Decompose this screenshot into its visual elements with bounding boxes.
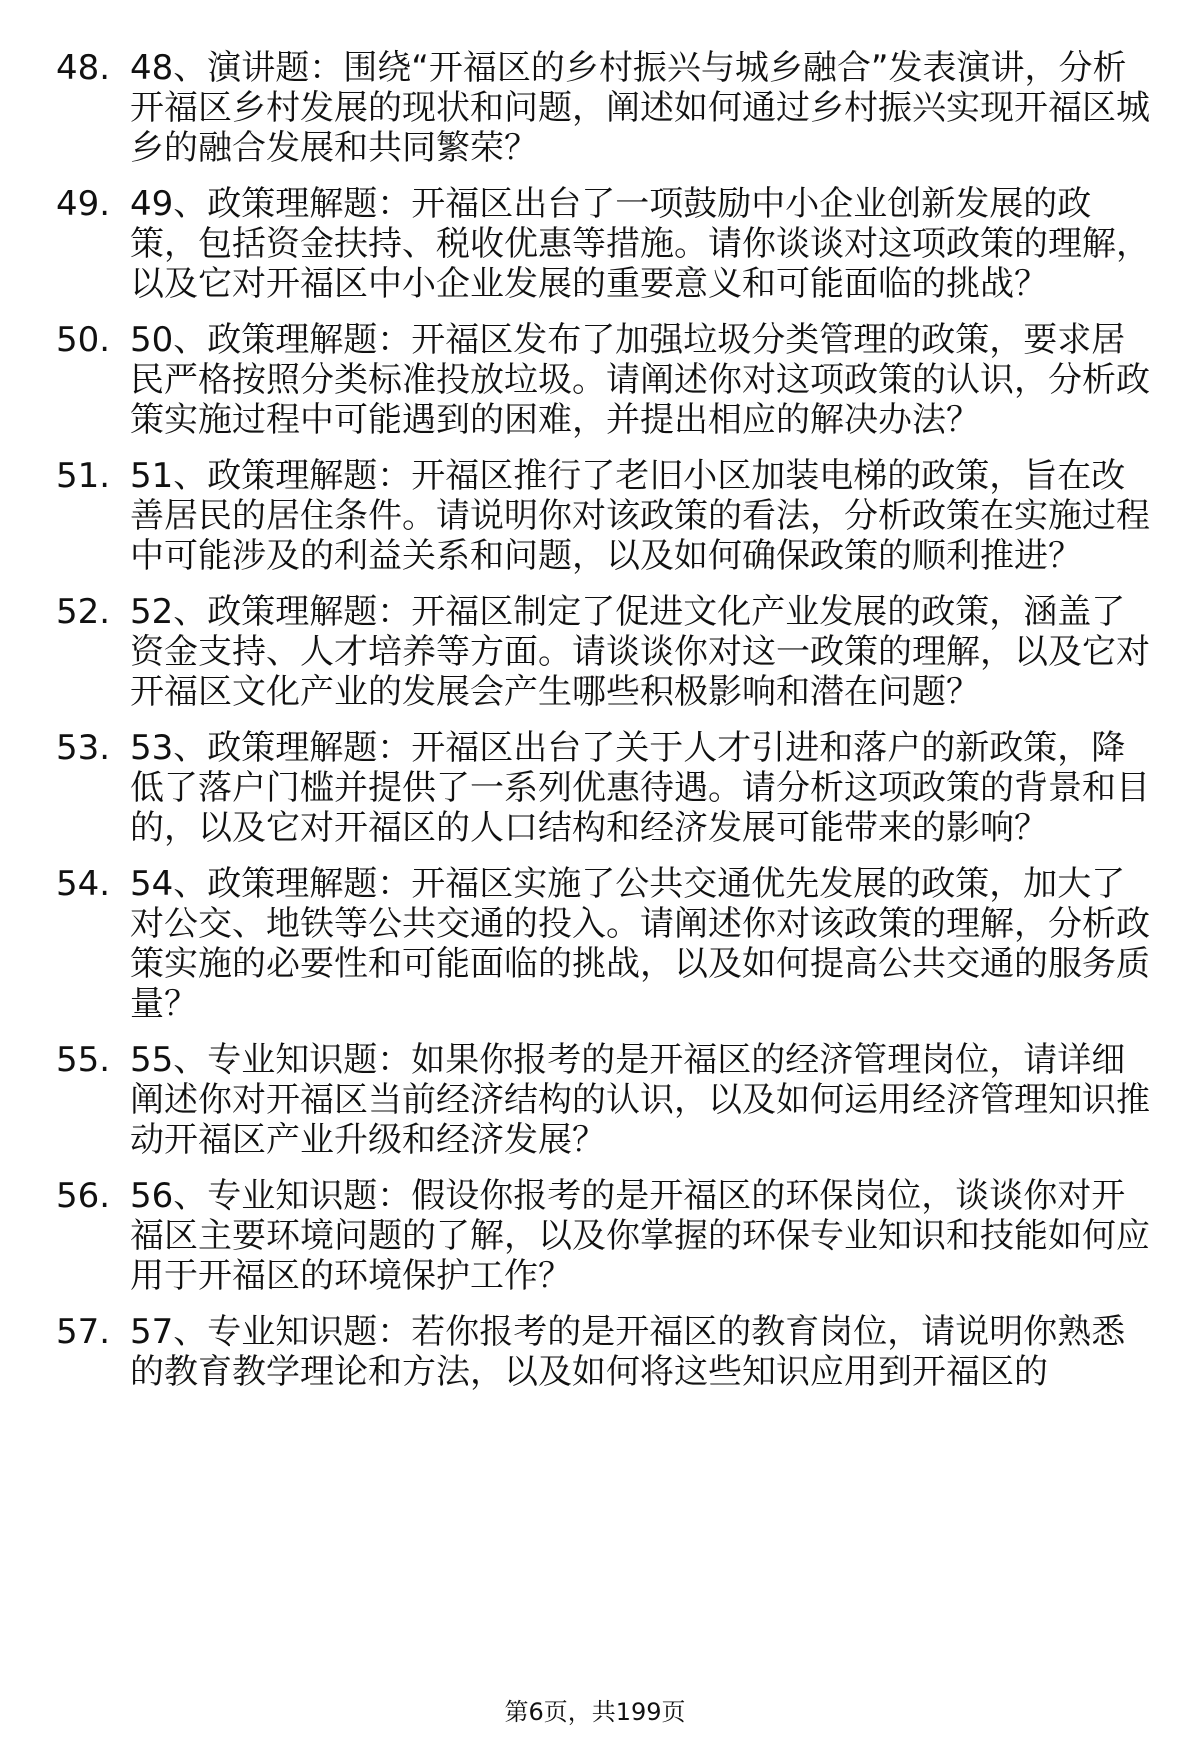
question-number: 49. bbox=[56, 184, 111, 224]
question-list bbox=[56, 48, 1156, 1408]
question-number: 52. bbox=[56, 592, 111, 632]
question-number: 50. bbox=[56, 320, 111, 360]
question-item bbox=[56, 184, 1156, 304]
question-item bbox=[56, 48, 1156, 168]
question-text: 54、政策理解题：开福区实施了公共交通优先发展的政策，加大了对公交、地铁等公共交通的投入。请阐述你对该政策的理解，分析政策实施的必要性和可能面临的挑战，以及如何提高公共交通的服务质量？ bbox=[130, 864, 1150, 1024]
question-item bbox=[56, 1176, 1156, 1296]
question-number: 56. bbox=[56, 1176, 111, 1216]
question-item bbox=[56, 592, 1156, 712]
question-number: 48. bbox=[56, 48, 111, 88]
question-item bbox=[56, 1312, 1156, 1392]
question-number: 51. bbox=[56, 456, 111, 496]
question-item bbox=[56, 456, 1156, 576]
question-number: 53. bbox=[56, 728, 111, 768]
question-text: 55、专业知识题：如果你报考的是开福区的经济管理岗位，请详细阐述你对开福区当前经济结构的认识，以及如何运用经济管理知识推动开福区产业升级和经济发展？ bbox=[130, 1040, 1150, 1160]
question-text: 48、演讲题：围绕“开福区的乡村振兴与城乡融合”发表演讲，分析开福区乡村发展的现状和问题，阐述如何通过乡村振兴实现开福区城乡的融合发展和共同繁荣？ bbox=[130, 48, 1150, 168]
page-footer: 第6页，共199页 bbox=[504, 1698, 686, 1726]
question-text: 57、专业知识题：若你报考的是开福区的教育岗位，请说明你熟悉的教育教学理论和方法，以及如何将这些知识应用到开福区的 bbox=[130, 1312, 1126, 1392]
question-text: 53、政策理解题：开福区出台了关于人才引进和落户的新政策，降低了落户门槛并提供了一系列优惠待遇。请分析这项政策的背景和目的，以及它对开福区的人口结构和经济发展可能带来的影响？ bbox=[130, 728, 1150, 848]
question-item bbox=[56, 728, 1156, 848]
question-text: 50、政策理解题：开福区发布了加强垃圾分类管理的政策，要求居民严格按照分类标准投放垃圾。请阐述你对这项政策的认识，分析政策实施过程中可能遇到的困难，并提出相应的解决办法？ bbox=[130, 320, 1150, 440]
question-number: 54. bbox=[56, 864, 111, 904]
question-text: 51、政策理解题：开福区推行了老旧小区加装电梯的政策，旨在改善居民的居住条件。请说明你对该政策的看法，分析政策在实施过程中可能涉及的利益关系和问题，以及如何确保政策的顺利推进？ bbox=[130, 456, 1150, 576]
question-text: 56、专业知识题：假设你报考的是开福区的环保岗位，谈谈你对开福区主要环境问题的了解，以及你掌握的环保专业知识和技能如何应用于开福区的环境保护工作？ bbox=[130, 1176, 1150, 1296]
question-number: 55. bbox=[56, 1040, 111, 1080]
question-item bbox=[56, 1040, 1156, 1160]
question-text: 49、政策理解题：开福区出台了一项鼓励中小企业创新发展的政策，包括资金扶持、税收优惠等措施。请你谈谈对这项政策的理解，以及它对开福区中小企业发展的重要意义和可能面临的挑战？ bbox=[130, 184, 1150, 304]
question-item bbox=[56, 864, 1156, 1024]
question-number: 57. bbox=[56, 1312, 111, 1352]
question-text: 52、政策理解题：开福区制定了促进文化产业发展的政策，涵盖了资金支持、人才培养等方面。请谈谈你对这一政策的理解，以及它对开福区文化产业的发展会产生哪些积极影响和潜在问题？ bbox=[130, 592, 1150, 712]
question-item bbox=[56, 320, 1156, 440]
